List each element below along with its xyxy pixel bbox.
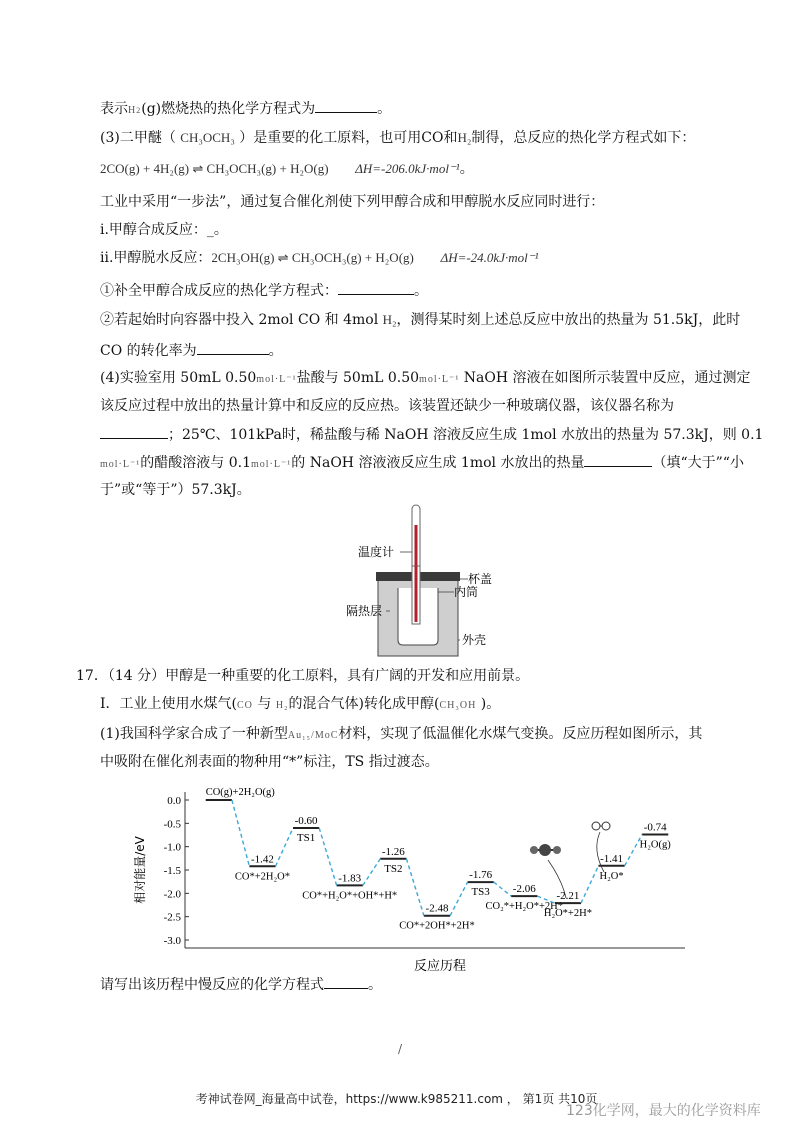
answer-blank[interactable] <box>100 424 168 439</box>
connector <box>450 882 467 916</box>
y-tick-label: -2.5 <box>163 911 181 924</box>
value-label: -2.48 <box>425 902 449 915</box>
answer-blank[interactable] <box>324 974 368 989</box>
value-label: -1.42 <box>250 853 274 866</box>
q4-line2: 该反应过程中放出的热量计算中和反应的反应热。该装置还缺少一种玻璃仪器，该仪器名称为 <box>100 398 674 414</box>
watermark: 123化学网，最大的化学资料库 <box>566 1103 761 1119</box>
answer-blank[interactable] <box>338 280 414 295</box>
value-label: -0.74 <box>643 821 667 834</box>
species-label: CO(g)+2H₂O(g) <box>205 787 275 798</box>
value-label: -1.41 <box>600 852 624 865</box>
y-tick-label: -2.0 <box>163 888 181 901</box>
sub-q1: ①补全甲醇合成反应的热化学方程式： 。 <box>100 280 428 301</box>
q17-heading: 17．（14 分）甲醇是一种重要的化工原料，具有广阔的开发和应用前景。 <box>76 668 530 684</box>
connector <box>406 859 423 916</box>
connector <box>276 828 293 866</box>
answer-blank[interactable] <box>584 452 652 467</box>
species-label: H₂O(g) <box>639 839 671 851</box>
q4-line3: ；25℃、101kPa时，稀盐酸与稀 NaOH 溶液反应生成 1mol 水放出的热量为 57.3kJ，则 0.1 <box>100 424 763 445</box>
species-label: TS3 <box>471 886 490 899</box>
connector <box>581 866 598 903</box>
total-equation: 2CO(g) + 4H₂(g) ⇌ CH₃OCH₃(g) + H₂O(g) ΔH=-206.0kJ·mol⁻¹。 <box>100 161 474 177</box>
answer-blank[interactable] <box>315 98 377 113</box>
q4-line1: (4)实验室用 50mL 0.50mol·L⁻¹盐酸与 50mL 0.50mol·L⁻¹ NaOH 溶液在如图所示装置中反应，通过测定 <box>100 370 751 386</box>
value-label: -1.26 <box>381 845 405 858</box>
sub-q2-line2: CO 的转化率为 。 <box>100 340 283 361</box>
q4-line5: 于”或“等于”）57.3kJ。 <box>100 482 251 498</box>
label-insulation: 隔热层 <box>346 604 383 618</box>
species-label: TS2 <box>384 862 403 875</box>
y-tick-label: -0.5 <box>163 818 181 831</box>
species-label: H₂O*+2H* <box>543 908 592 920</box>
q2-line: 表示H2(g)燃烧热的热化学方程式为 。 <box>100 98 391 121</box>
label-thermometer: 温度计 <box>358 545 395 559</box>
y-axis-label: 相对能量/eV <box>133 836 147 904</box>
connector <box>232 800 249 866</box>
q3-line3: 工业中采用“一步法”，通过复合催化剂使下列甲醇合成和甲醇脱水反应同时进行： <box>100 194 605 210</box>
page-slash: / <box>398 1042 403 1056</box>
reaction-i: ⅰ.甲醇合成反应：_。 <box>100 222 228 238</box>
value-label: -1.83 <box>338 872 362 885</box>
connector <box>363 859 380 886</box>
value-label: -0.60 <box>294 815 318 827</box>
species-label: TS1 <box>296 832 316 844</box>
label-lid: 杯盖 <box>468 572 493 586</box>
y-tick-label: -3.0 <box>163 935 181 947</box>
species-label: CO*+H₂O*+OH*+H* <box>302 890 398 902</box>
y-tick-label: 0.0 <box>167 795 181 807</box>
connector <box>319 828 336 885</box>
connector <box>494 882 511 896</box>
value-label: -1.76 <box>469 869 493 882</box>
q17-p1-line2: 中吸附在催化剂表面的物种用“*”标注，TS 指过渡态。 <box>100 754 439 770</box>
label-shell: 外壳 <box>462 633 487 647</box>
species-label: CO*+2H₂O* <box>234 871 291 883</box>
sub-q2: ②若起始时向容器中投入 2mol CO 和 4mol H₂，测得某时刻上述总反应中放出的热量为 51.5kJ，此时 <box>100 312 741 328</box>
value-label: -2.06 <box>512 883 536 896</box>
y-tick-label: -1.5 <box>163 865 181 877</box>
q4-line4: mol·L⁻¹的醋酸溶液与 0.1mol·L⁻¹的 NaOH 溶液液反应生成 1mol 水放出的热量 （填“大于”“小 <box>100 452 744 475</box>
q17-p1-line1: (1)我国科学家合成了一种新型Au₁₅/MoC材料，实现了低温催化水煤气变换。反应历程如图所示，其 <box>100 726 703 742</box>
y-tick-label: -1.0 <box>163 841 181 854</box>
q17-part-i: Ⅰ．工业上使用水煤气(CO 与 H₂的混合气体)转化成甲醇(CH₃OH )。 <box>100 696 501 712</box>
x-axis-label: 反应历程 <box>413 959 467 974</box>
energy-profile-chart <box>130 780 690 975</box>
label-inner-cup: 内筒 <box>454 585 479 599</box>
q3-intro: (3)二甲醚（ CH₃OCH₃ ）是重要的化工原料，也可用CO和H₂制得，总反应的热化学方程式如下： <box>100 130 696 146</box>
species-label: CO*+2OH*+2H* <box>399 920 475 932</box>
species-label: H₂O* <box>599 870 624 882</box>
reaction-ii: ⅱ.甲醇脱水反应：2CH₃OH(g) ⇌ CH₃OCH₃(g) + H₂O(g) ΔH=-24.0kJ·mol⁻¹ <box>100 250 539 266</box>
answer-blank[interactable] <box>197 340 269 355</box>
energy-levels <box>206 787 671 932</box>
species-label: CO₂*+H₂O*+2H* <box>485 901 564 913</box>
calorimeter-diagram <box>346 500 510 660</box>
value-label: -2.21 <box>556 890 580 903</box>
q17-ask: 请写出该历程中慢反应的化学方程式 。 <box>100 974 382 995</box>
page-footer: 考神试卷网_海量高中试卷，https://www.k985211.com ， 第1页 共10页 <box>195 1092 598 1106</box>
